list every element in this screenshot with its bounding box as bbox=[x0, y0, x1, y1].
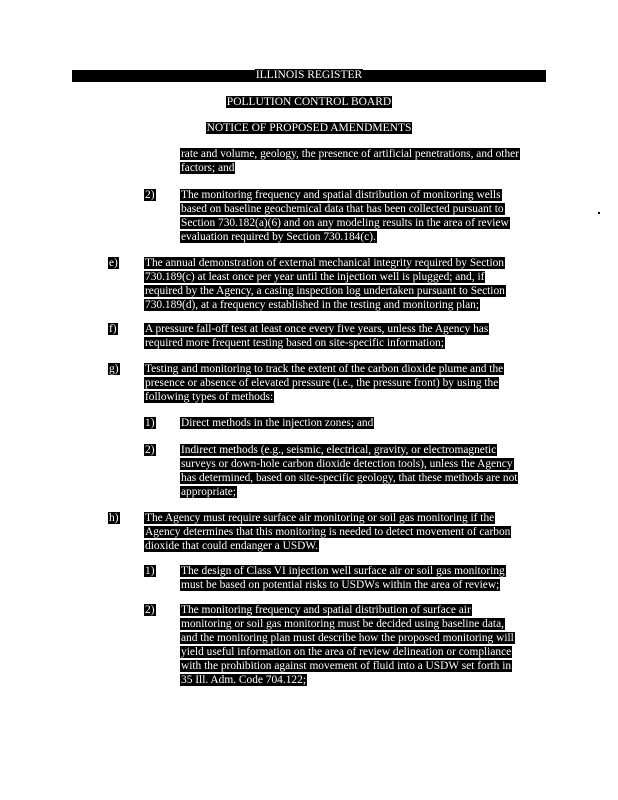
item-label: e) bbox=[109, 257, 118, 269]
text-line: based on baseline geochemical data that has been collected pursuant to bbox=[181, 203, 504, 215]
text-line: The Agency must require surface air monitoring or soil gas monitoring if the bbox=[145, 512, 495, 524]
text-line: dioxide that could endanger a USDW. bbox=[145, 540, 318, 552]
item-paragraph bbox=[180, 603, 515, 687]
text-line: and the monitoring plan must describe how the proposed monitoring will bbox=[181, 632, 514, 644]
text-line: following types of methods: bbox=[145, 391, 274, 403]
text-line: presence or absence of elevated pressure (i.e., the pressure front) by using the bbox=[145, 377, 499, 389]
item-paragraph bbox=[180, 188, 510, 244]
text-line: The monitoring frequency and spatial distribution of surface air bbox=[181, 604, 471, 616]
item-label: 2) bbox=[145, 444, 155, 456]
item-label: 1) bbox=[145, 565, 155, 577]
text-line: evaluation required by Section 730.184(c). bbox=[181, 231, 376, 243]
text-line: yield useful information on the area of review delineation or compliance bbox=[181, 646, 512, 658]
text-line: must be based on potential risks to USDWs within the area of review; bbox=[181, 579, 500, 591]
item-label: 1) bbox=[145, 417, 155, 429]
item-label: h) bbox=[109, 512, 119, 524]
board-title: POLLUTION CONTROL BOARD bbox=[226, 96, 392, 108]
text-line: The annual demonstration of external mechanical integrity required by Section bbox=[145, 257, 504, 269]
item-label: 2) bbox=[145, 604, 155, 616]
register-title: ILLINOIS REGISTER bbox=[255, 69, 363, 81]
text-line: Testing and monitoring to track the extent of the carbon dioxide plume and the bbox=[145, 363, 504, 375]
item-paragraph bbox=[144, 362, 504, 404]
text-line: Direct methods in the injection zones; and bbox=[181, 417, 374, 429]
text-line: monitoring or soil gas monitoring must be decided using baseline data, bbox=[181, 618, 504, 630]
text-line: 730.189(d), at a frequency established in the testing and monitoring plan; bbox=[145, 299, 480, 311]
item-paragraph bbox=[144, 322, 489, 350]
text-line: rate and volume, geology, the presence of artificial penetrations, and other bbox=[181, 148, 519, 160]
item-paragraph bbox=[180, 443, 518, 499]
item-label: f) bbox=[109, 323, 117, 335]
text-line: A pressure fall-off test at least once every five years, unless the Agency has bbox=[145, 323, 489, 335]
text-line: Agency determines that this monitoring is needed to detect movement of carbon bbox=[145, 526, 511, 538]
text-line: required more frequent testing based on site-specific information; bbox=[145, 337, 444, 349]
text-line: factors; and bbox=[181, 162, 235, 174]
item-label: g) bbox=[109, 363, 119, 375]
text-line: has determined, based on site-specific geology, that these methods are not bbox=[181, 472, 518, 484]
text-line: 35 Ill. Adm. Code 704.122; bbox=[181, 674, 306, 686]
notice-title: NOTICE OF PROPOSED AMENDMENTS bbox=[206, 122, 412, 134]
item-paragraph bbox=[180, 416, 374, 430]
text-line: 730.189(c) at least once per year until the injection well is plugged; and, if bbox=[145, 271, 485, 283]
stray-mark bbox=[598, 212, 600, 214]
text-line: required by the Agency, a casing inspection log undertaken pursuant to Section bbox=[145, 285, 505, 297]
text-line: with the prohibition against movement of fluid into a USDW set forth in bbox=[181, 660, 512, 672]
item-paragraph bbox=[144, 511, 511, 553]
text-line: surveys or down-hole carbon dioxide detection tools), unless the Agency bbox=[181, 458, 513, 470]
item-paragraph bbox=[180, 564, 506, 592]
item-paragraph bbox=[144, 256, 506, 312]
text-line: The monitoring frequency and spatial distribution of monitoring wells bbox=[181, 189, 501, 201]
text-line: Indirect methods (e.g., seismic, electrical, gravity, or electromagnetic bbox=[181, 444, 497, 456]
text-line: Section 730.182(a)(6) and on any modeling results in the area of review bbox=[181, 217, 509, 229]
item-label: 2) bbox=[145, 189, 155, 201]
continuation-paragraph bbox=[180, 147, 520, 175]
text-line: appropriate; bbox=[181, 486, 237, 498]
text-line: The design of Class VI injection well surface air or soil gas monitoring bbox=[181, 565, 505, 577]
